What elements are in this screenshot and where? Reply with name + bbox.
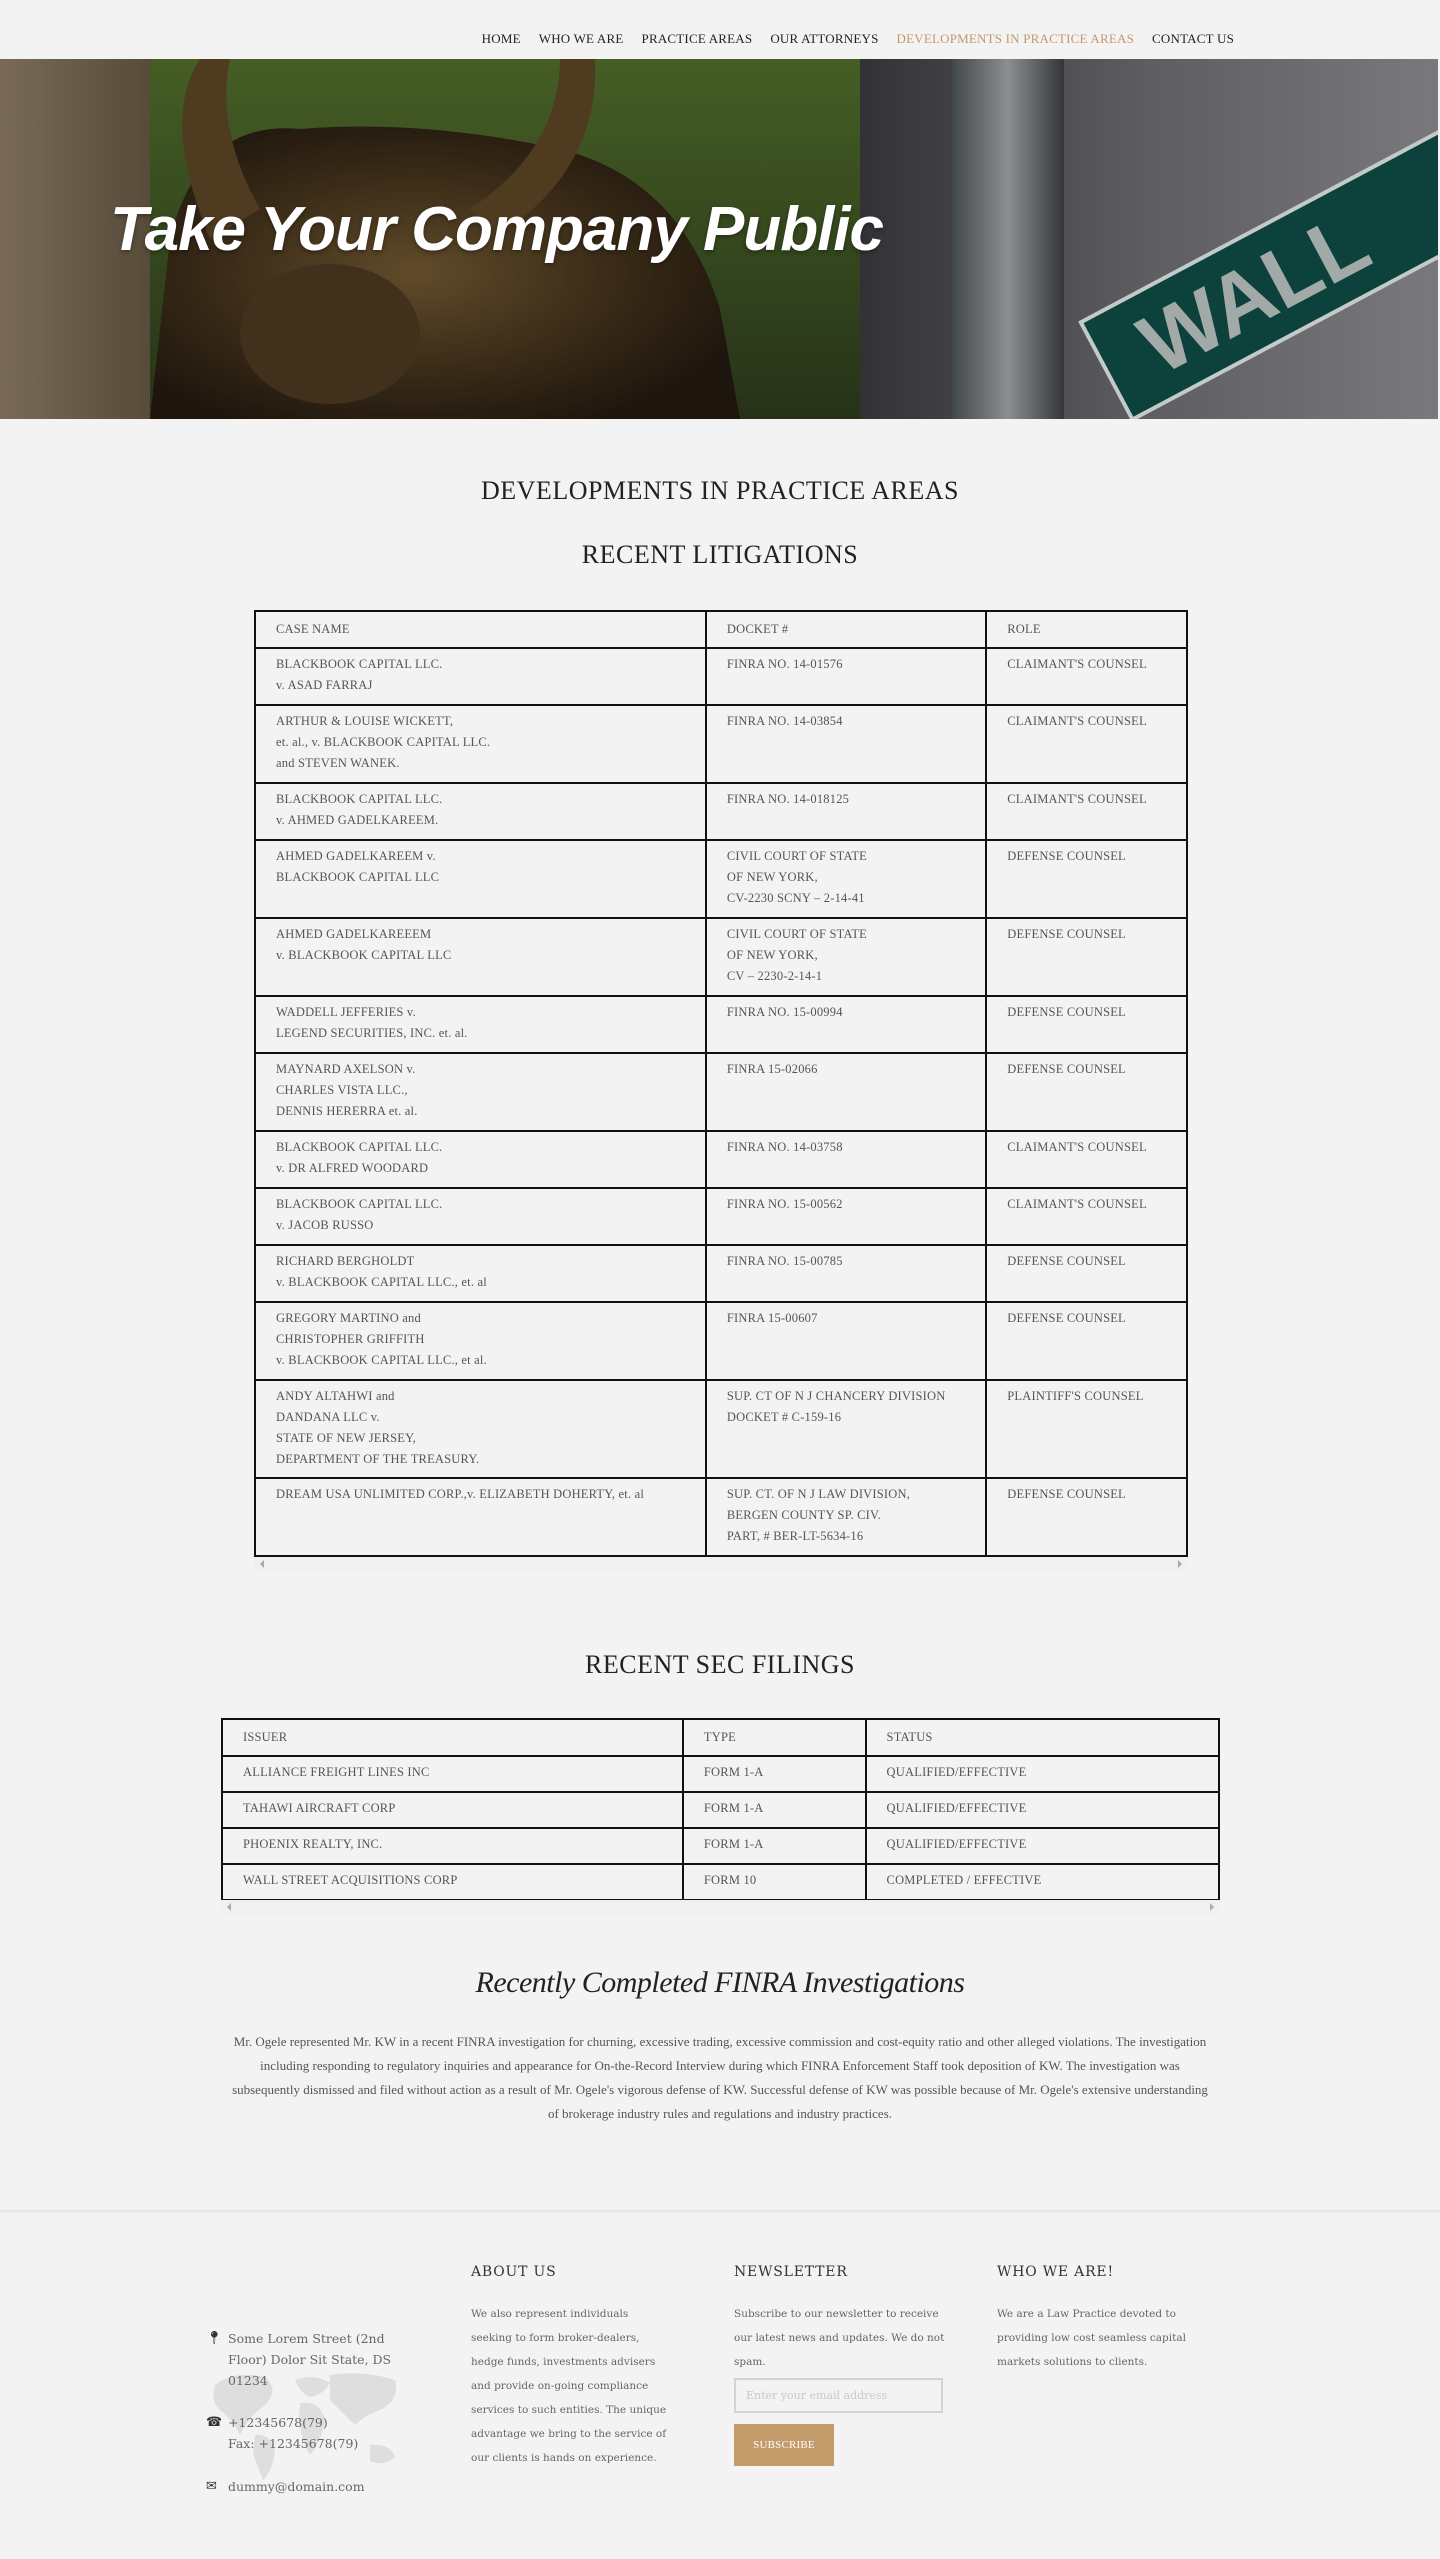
case-name-cell-line: BLACKBOOK CAPITAL LLC. (276, 1140, 443, 1154)
docket-cell (706, 705, 986, 783)
case-name-cell (255, 1245, 706, 1302)
scroll-right-arrow-icon[interactable] (1178, 1560, 1182, 1568)
column-header-role: ROLE (986, 611, 1187, 648)
table-row (255, 918, 1187, 996)
column-header-status: STATUS (866, 1719, 1219, 1756)
contact-email (206, 2476, 416, 2497)
email-link[interactable]: dummy@domain.com (228, 2479, 365, 2494)
table-row (255, 705, 1187, 783)
role-cell: DEFENSE COUNSEL (986, 918, 1187, 996)
newsletter-email-input[interactable] (734, 2378, 943, 2413)
nav-item-who-we-are[interactable]: WHO WE ARE (538, 31, 624, 46)
docket-cell (706, 1188, 986, 1245)
case-name-cell-line: RICHARD BERGHOLDT (276, 1254, 415, 1268)
page-title: DEVELOPMENTS IN PRACTICE AREAS (481, 476, 959, 505)
table-row (255, 840, 1187, 918)
nav-item-contact-us[interactable]: CONTACT US (1152, 31, 1234, 46)
role-cell: DEFENSE COUNSEL (986, 1245, 1187, 1302)
scroll-left-arrow-icon[interactable] (227, 1903, 231, 1911)
case-name-cell-line: et. al., v. BLACKBOOK CAPITAL LLC. (276, 735, 491, 749)
newsletter-text: Subscribe to our newsletter to receive our latest news and updates. We do not spam. (734, 2308, 945, 2368)
case-name-cell-line: AHMED GADELKAREEEM (276, 927, 432, 941)
role-cell: DEFENSE COUNSEL (986, 996, 1187, 1053)
nav-item-our-attorneys[interactable]: OUR ATTORNEYS (770, 31, 879, 46)
role-cell: PLAINTIFF'S COUNSEL (986, 1380, 1187, 1478)
map-marker-icon: 📍︎ (206, 2331, 223, 2346)
column-header-docket: DOCKET # (706, 611, 986, 648)
subscribe-button[interactable]: SUBSCRIBE (734, 2424, 834, 2466)
table-row (255, 783, 1187, 840)
case-name-cell-line: GREGORY MARTINO and (276, 1311, 421, 1325)
role-cell: DEFENSE COUNSEL (986, 840, 1187, 918)
case-name-cell-line: v. DR ALFRED WOODARD (276, 1161, 429, 1175)
table-row (255, 996, 1187, 1053)
table-header-row (255, 611, 1187, 648)
who-we-are-title: WHO WE ARE! (997, 2264, 1114, 2280)
table-row (255, 1478, 1187, 1556)
nav-item-practice-areas[interactable]: PRACTICE AREAS (641, 31, 753, 46)
docket-cell-line: FINRA NO. 15-00994 (726, 1005, 843, 1019)
litigations-title: RECENT LITIGATIONS (581, 540, 859, 569)
status-cell: COMPLETED / EFFECTIVE (866, 1864, 1219, 1900)
case-name-cell-line: MAYNARD AXELSON v. (276, 1062, 416, 1076)
table-row (222, 1864, 1219, 1900)
case-name-cell (255, 705, 706, 783)
case-name-cell (255, 783, 706, 840)
case-name-cell (255, 648, 706, 705)
table-row (222, 1792, 1219, 1828)
contact-address (206, 2328, 416, 2391)
docket-cell-line: CV – 2230-2-14-1 (726, 969, 823, 983)
type-cell: FORM 1-A (683, 1792, 866, 1828)
role-cell: CLAIMANT'S COUNSEL (986, 1131, 1187, 1188)
table-row (255, 1053, 1187, 1131)
docket-cell-line: FINRA 15-02066 (726, 1062, 818, 1076)
docket-cell-line: DOCKET # C-159-16 (726, 1410, 842, 1424)
scroll-right-arrow-icon[interactable] (1210, 1903, 1214, 1911)
case-name-cell (255, 1302, 706, 1380)
envelope-icon: ✉ (206, 2479, 217, 2494)
status-cell: QUALIFIED/EFFECTIVE (866, 1792, 1219, 1828)
case-name-cell-line: and STEVEN WANEK. (276, 756, 400, 770)
newsletter-title: NEWSLETTER (734, 2264, 848, 2280)
issuer-cell: ALLIANCE FREIGHT LINES INC (222, 1756, 683, 1792)
table-header-row (222, 1719, 1219, 1756)
hero-banner (0, 59, 1438, 419)
about-title: ABOUT US (471, 2264, 557, 2280)
docket-cell-line: FINRA NO. 15-00562 (726, 1197, 843, 1211)
finra-investigations-title: Recently Completed FINRA Investigations (475, 1966, 965, 1999)
contact-phone (206, 2412, 416, 2454)
case-name-cell-line: STATE OF NEW JERSEY, (276, 1431, 417, 1445)
phone-icon: ☎ (206, 2415, 223, 2430)
nav-menu (464, 31, 1234, 47)
docket-cell-line: CIVIL COURT OF STATE (726, 849, 867, 863)
type-cell: FORM 1-A (683, 1756, 866, 1792)
docket-cell (706, 1478, 986, 1556)
case-name-cell-line: CHARLES VISTA LLC., (276, 1083, 408, 1097)
docket-cell-line: FINRA NO. 14-01576 (726, 657, 843, 671)
docket-cell (706, 783, 986, 840)
role-cell: CLAIMANT'S COUNSEL (986, 648, 1187, 705)
sec-filings-table (221, 1718, 1220, 1901)
table-row (222, 1828, 1219, 1864)
column-header-type: TYPE (683, 1719, 866, 1756)
table-row (255, 648, 1187, 705)
table-row (222, 1756, 1219, 1792)
docket-cell (706, 996, 986, 1053)
type-cell: FORM 10 (683, 1864, 866, 1900)
docket-cell (706, 840, 986, 918)
footer-newsletter-column (734, 2264, 954, 2374)
case-name-cell-line: ARTHUR & LOUISE WICKETT, (276, 714, 454, 728)
case-name-cell-line: WADDELL JEFFERIES v. (276, 1005, 416, 1019)
docket-cell (706, 648, 986, 705)
docket-cell (706, 1302, 986, 1380)
case-name-cell-line: BLACKBOOK CAPITAL LLC (276, 870, 440, 884)
case-name-cell-line: DEPARTMENT OF THE TREASURY. (276, 1452, 480, 1466)
role-cell: DEFENSE COUNSEL (986, 1053, 1187, 1131)
case-name-cell (255, 1053, 706, 1131)
docket-cell-line: SUP. CT. OF N J LAW DIVISION, (726, 1487, 911, 1501)
docket-cell-line: CV-2230 SCNY – 2-14-41 (726, 891, 865, 905)
litigations-table-body (255, 648, 1187, 1556)
case-name-cell-line: DANDANA LLC v. (276, 1410, 380, 1424)
footer-who-column (997, 2264, 1227, 2374)
docket-cell-line: PART, # BER-LT-5634-16 (726, 1529, 864, 1543)
top-navigation (0, 0, 1440, 59)
fax-text: Fax: +12345678(79) (228, 2436, 359, 2451)
role-cell: DEFENSE COUNSEL (986, 1302, 1187, 1380)
sec-filings-title: RECENT SEC FILINGS (585, 1650, 855, 1679)
role-cell: DEFENSE COUNSEL (986, 1478, 1187, 1556)
table-row (255, 1245, 1187, 1302)
role-cell: CLAIMANT'S COUNSEL (986, 783, 1187, 840)
docket-cell-line: CIVIL COURT OF STATE (726, 927, 867, 941)
nav-item-home[interactable]: HOME (481, 31, 521, 46)
footer-about-column (471, 2264, 671, 2470)
litigations-table (254, 610, 1188, 1557)
hero-title: Take Your Company Public (110, 195, 884, 264)
table-row (255, 1302, 1187, 1380)
case-name-cell-line: v. BLACKBOOK CAPITAL LLC., et. al (276, 1275, 487, 1289)
issuer-cell: WALL STREET ACQUISITIONS CORP (222, 1864, 683, 1900)
case-name-cell (255, 840, 706, 918)
case-name-cell-line: CHRISTOPHER GRIFFITH (276, 1332, 425, 1346)
scroll-left-arrow-icon[interactable] (260, 1560, 264, 1568)
issuer-cell: TAHAWI AIRCRAFT CORP (222, 1792, 683, 1828)
docket-cell (706, 1131, 986, 1188)
docket-cell-line: BERGEN COUNTY SP. CIV. (726, 1508, 881, 1522)
type-cell: FORM 1-A (683, 1828, 866, 1864)
case-name-cell (255, 1131, 706, 1188)
finra-investigations-text: Mr. Ogele represented Mr. KW in a recent FINRA investigation for churning, excessive trading, excessive commission and cost-equity ratio and other alleged violations. The investigation including responding to regulatory inquiries and appearance for On-the-Record Interview during which FINRA Enforcement Staff took deposition of KW. The investigation was subsequently dismissed and filed without action as a result of Mr. Ogele's vigorous defense of KW. Successful defense of KW was possible because of Mr. Ogele's extensive understanding of brokerage industry rules and regulations and industry practices. (232, 2034, 1208, 2121)
nav-item-developments[interactable]: DEVELOPMENTS IN PRACTICE AREAS (896, 31, 1135, 46)
role-cell: CLAIMANT'S COUNSEL (986, 705, 1187, 783)
docket-cell-line: FINRA NO. 14-03854 (726, 714, 843, 728)
phone-text: +12345678(79) (228, 2415, 328, 2430)
table-row (255, 1380, 1187, 1478)
sec-table-scrollbar[interactable] (221, 1900, 1220, 1914)
docket-cell-line: OF NEW YORK, (726, 948, 818, 962)
role-cell: CLAIMANT'S COUNSEL (986, 1188, 1187, 1245)
case-name-cell-line: v. BLACKBOOK CAPITAL LLC (276, 948, 452, 962)
case-name-cell (255, 1188, 706, 1245)
docket-cell-line: FINRA NO. 14-018125 (726, 792, 850, 806)
column-header-case-name: CASE NAME (255, 611, 706, 648)
docket-cell (706, 1380, 986, 1478)
who-we-are-text: We are a Law Practice devoted to providing low cost seamless capital markets solutions to clients. (997, 2308, 1186, 2368)
docket-cell-line: FINRA 15-00607 (726, 1311, 818, 1325)
case-name-cell-line: LEGEND SECURITIES, INC. et. al. (276, 1026, 468, 1040)
docket-cell-line: FINRA NO. 15-00785 (726, 1254, 843, 1268)
litigations-table-scrollbar[interactable] (254, 1557, 1188, 1571)
docket-cell-line: SUP. CT OF N J CHANCERY DIVISION (726, 1389, 946, 1403)
case-name-cell (255, 1380, 706, 1478)
docket-cell (706, 1245, 986, 1302)
case-name-cell-line: AHMED GADELKAREEM v. (276, 849, 436, 863)
case-name-cell-line: v. ASAD FARRAJ (276, 678, 373, 692)
case-name-cell-line: BLACKBOOK CAPITAL LLC. (276, 1197, 443, 1211)
status-cell: QUALIFIED/EFFECTIVE (866, 1828, 1219, 1864)
docket-cell (706, 1053, 986, 1131)
case-name-cell (255, 918, 706, 996)
case-name-cell-line: BLACKBOOK CAPITAL LLC. (276, 657, 443, 671)
case-name-cell (255, 1478, 706, 1556)
docket-cell (706, 918, 986, 996)
case-name-cell-line: BLACKBOOK CAPITAL LLC. (276, 792, 443, 806)
docket-cell-line: OF NEW YORK, (726, 870, 818, 884)
case-name-cell-line: v. BLACKBOOK CAPITAL LLC., et al. (276, 1353, 487, 1367)
footer-divider (0, 2210, 1440, 2213)
issuer-cell: PHOENIX REALTY, INC. (222, 1828, 683, 1864)
column-header-issuer: ISSUER (222, 1719, 683, 1756)
case-name-cell (255, 996, 706, 1053)
case-name-cell-line: DREAM USA UNLIMITED CORP.,v. ELIZABETH DOHERTY, et. al (276, 1487, 645, 1501)
case-name-cell-line: ANDY ALTAHWI and (276, 1389, 395, 1403)
table-row (255, 1188, 1187, 1245)
address-text: Some Lorem Street (2nd Floor) Dolor Sit State, DS 01234 (228, 2331, 392, 2388)
status-cell: QUALIFIED/EFFECTIVE (866, 1756, 1219, 1792)
docket-cell-line: FINRA NO. 14-03758 (726, 1140, 843, 1154)
case-name-cell-line: DENNIS HERERRA et. al. (276, 1104, 418, 1118)
table-row (255, 1131, 1187, 1188)
case-name-cell-line: v. AHMED GADELKAREEM. (276, 813, 439, 827)
about-text: We also represent individuals seeking to form broker-dealers, hedge funds, investments advisers and provide on-going compliance services to such entities. The unique advantage we bring to the service of our clients is hands on experience. (471, 2308, 667, 2464)
case-name-cell-line: v. JACOB RUSSO (276, 1218, 374, 1232)
